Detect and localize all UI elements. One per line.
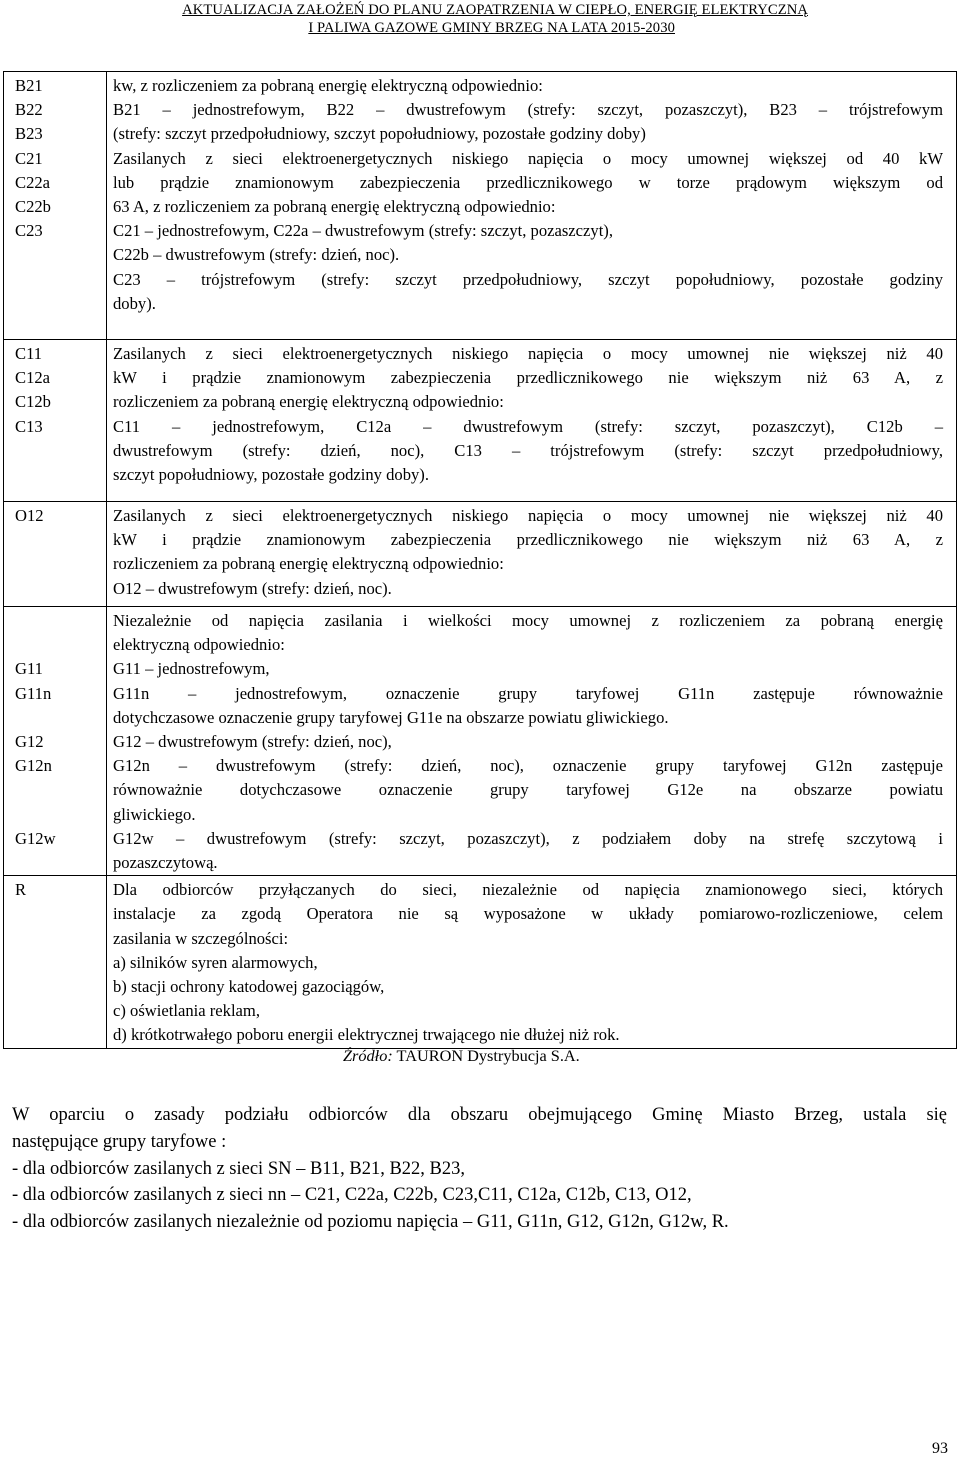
table-row <box>4 502 957 607</box>
description-line: d) krótkotrwałego poboru energii elektrycznej trwającego nie dłużej niż rok. <box>113 1025 620 1045</box>
description-line: C23 – trójstrefowym (strefy: szczyt przedpołudniowy, szczyt popołudniowy, pozostałe godziny <box>113 269 943 289</box>
paragraph-line: - dla odbiorców zasilanych z sieci SN – B11, B21, B22, B23, <box>12 1158 466 1179</box>
tariff-description-cell <box>107 607 957 876</box>
header-line-1: AKTUALIZACJA ZAŁOŻEŃ DO PLANU ZAOPATRZENIA W CIEPŁO, ENERGIĘ ELEKTRYCZNĄ <box>182 2 808 18</box>
description-line: a) silników syren alarmowych, <box>113 952 318 972</box>
description-line: rozliczeniem za pobraną energię elektryczną odpowiednio: <box>113 554 504 574</box>
description-line: kW i prądzie znamionowym zabezpieczenia przedlicznikowego nie większym niż 63 A, z <box>113 530 943 550</box>
spacer <box>15 609 106 657</box>
tariff-code: B22 <box>15 100 43 120</box>
description-line: (strefy: szczyt przedpołudniowy, szczyt popołudniowy, pozostałe godziny doby) <box>113 124 646 144</box>
description-line: c) oświetlania reklam, <box>113 1001 260 1021</box>
description-line: dotychczasowe oznaczenie grupy taryfowej G11e na obszarze powiatu gliwickiego. <box>113 707 669 727</box>
description-line: Dla odbiorców przyłączanych do sieci, niezależnie od napięcia znamionowego sieci, których <box>113 880 943 900</box>
tariff-code: G12w <box>15 828 56 848</box>
description-line: dwustrefowym (strefy: dzień, noc), C13 – trójstrefowym (strefy: szczyt przedpołudniowy, <box>113 440 943 460</box>
description-line: instalacje za zgodą Operatora nie są wyposażone w układy pomiarowo-rozliczeniowe, celem <box>113 904 943 924</box>
description-line: doby). <box>113 293 156 313</box>
description-line: 63 A, z rozliczeniem za pobraną energię elektryczną odpowiednio: <box>113 197 556 217</box>
summary-paragraph <box>12 1102 947 1236</box>
description-line: C22b – dwustrefowym (strefy: dzień, noc). <box>113 245 400 265</box>
description-line: Zasilanych z sieci elektroenergetycznych niskiego napięcia o mocy umownej nie większej niż 40 <box>113 506 943 525</box>
tariff-codes-cell <box>4 502 107 607</box>
description-line: C21 – jednostrefowym, C22a – dwustrefowym (strefy: szczyt, pozaszczyt), <box>113 221 613 241</box>
tariff-code: B23 <box>15 124 43 144</box>
paragraph-line: W oparciu o zasady podziału odbiorców dla obszaru obejmującego Gminę Miasto Brzeg, ustala się <box>12 1105 947 1125</box>
tariff-table <box>3 71 957 1049</box>
description-line: G11 – jednostrefowym, <box>113 659 270 679</box>
description-line: kW i prądzie znamionowym zabezpieczenia przedlicznikowego nie większym niż 63 A, z <box>113 368 943 388</box>
table-row <box>4 340 957 502</box>
description-line: O12 – dwustrefowym (strefy: dzień, noc). <box>113 578 392 598</box>
tariff-code: G11 <box>15 659 43 679</box>
description-line: pozaszczytową. <box>113 853 218 873</box>
tariff-code: C23 <box>15 221 43 241</box>
tariff-code: C21 <box>15 148 43 168</box>
tariff-code: C11 <box>15 344 43 363</box>
description-line: G12w – dwustrefowym (strefy: szczyt, pozaszczyt), z podziałem doby na strefę szczytową i <box>113 828 943 848</box>
tariff-code: B21 <box>15 76 43 95</box>
table-row <box>4 607 957 876</box>
description-line: kw, z rozliczeniem za pobraną energię elektryczną odpowiednio: <box>113 76 543 95</box>
description-line: Zasilanych z sieci elektroenergetycznych niskiego napięcia o mocy umownej nie większej niż 40 <box>113 344 943 363</box>
description-line: G11n – jednostrefowym, oznaczenie grupy taryfowej G11n zastępuje równoważnie <box>113 683 943 703</box>
description-line: lub prądzie znamionowym zabezpieczenia przedlicznikowego w torze prądowym większym od <box>113 172 943 192</box>
tariff-description-cell <box>107 876 957 1048</box>
tariff-codes-cell <box>4 72 107 340</box>
description-line: B21 – jednostrefowym, B22 – dwustrefowym (strefy: szczyt, pozaszczyt), B23 – trójstrefowym <box>113 100 943 120</box>
description-line: równoważnie dotychczasowe oznaczenie grupy taryfowej G12e na obszarze powiatu <box>113 780 943 800</box>
spacer <box>15 706 106 730</box>
description-line: b) stacji ochrony katodowej gazociągów, <box>113 977 385 997</box>
tariff-code: C22a <box>15 172 51 192</box>
paragraph-line: - dla odbiorców zasilanych z sieci nn – C21, C22a, C22b, C23,C11, C12a, C12b, C13, O12, <box>12 1185 692 1206</box>
description-line: Niezależnie od napięcia zasilania i wielkości mocy umownej z rozliczeniem za pobraną energię <box>113 611 943 630</box>
tariff-code: C12a <box>15 368 51 388</box>
tariff-code: O12 <box>15 506 44 525</box>
description-line: C11 – jednostrefowym, C12a – dwustrefowym (strefy: szczyt, pozaszczyt), C12b – <box>113 416 943 436</box>
description-line: rozliczeniem za pobraną energię elektryczną odpowiednio: <box>113 392 504 412</box>
tariff-code: C22b <box>15 197 51 217</box>
tariff-codes-cell <box>4 876 107 1048</box>
header-line-2: I PALIWA GAZOWE GMINY BRZEG NA LATA 2015-2030 <box>308 20 675 36</box>
tariff-description-cell <box>107 72 957 340</box>
tariff-code: G11n <box>15 683 52 703</box>
tariff-code: G12 <box>15 731 44 751</box>
description-line: elektryczną odpowiednio: <box>113 635 285 655</box>
description-line: zasilania w szczególności: <box>113 928 289 948</box>
paragraph-line: - dla odbiorców zasilanych niezależnie od poziomu napięcia – G11, G11n, G12, G12n, G12w, R. <box>12 1212 729 1233</box>
tariff-description-cell <box>107 502 957 607</box>
tariff-code: G12n <box>15 756 52 776</box>
table-row <box>4 72 957 340</box>
description-line: Zasilanych z sieci elektroenergetycznych niskiego napięcia o mocy umownej większej od 40 kW <box>113 148 943 168</box>
source-text: TAURON Dystrybucja S.A. <box>396 1046 580 1065</box>
paragraph-line: następujące grupy taryfowe : <box>12 1131 227 1152</box>
tariff-code: C13 <box>15 416 43 436</box>
source-caption <box>343 1046 580 1066</box>
tariff-codes-cell <box>4 340 107 502</box>
tariff-description-cell <box>107 340 957 502</box>
page-number: 93 <box>932 1440 948 1457</box>
tariff-codes-cell <box>4 607 107 876</box>
table-row <box>4 876 957 1048</box>
description-line: szczyt popołudniowy, pozostałe godziny doby). <box>113 465 429 485</box>
tariff-code: C12b <box>15 392 51 412</box>
tariff-code: R <box>15 880 27 900</box>
description-line: G12 – dwustrefowym (strefy: dzień, noc), <box>113 732 392 752</box>
description-line: gliwickiego. <box>113 804 196 824</box>
source-label: Źródło: <box>343 1046 393 1065</box>
description-line: G12n – dwustrefowym (strefy: dzień, noc), oznaczenie grupy taryfowej G12n zastępuje <box>113 756 943 776</box>
spacer <box>15 778 106 826</box>
